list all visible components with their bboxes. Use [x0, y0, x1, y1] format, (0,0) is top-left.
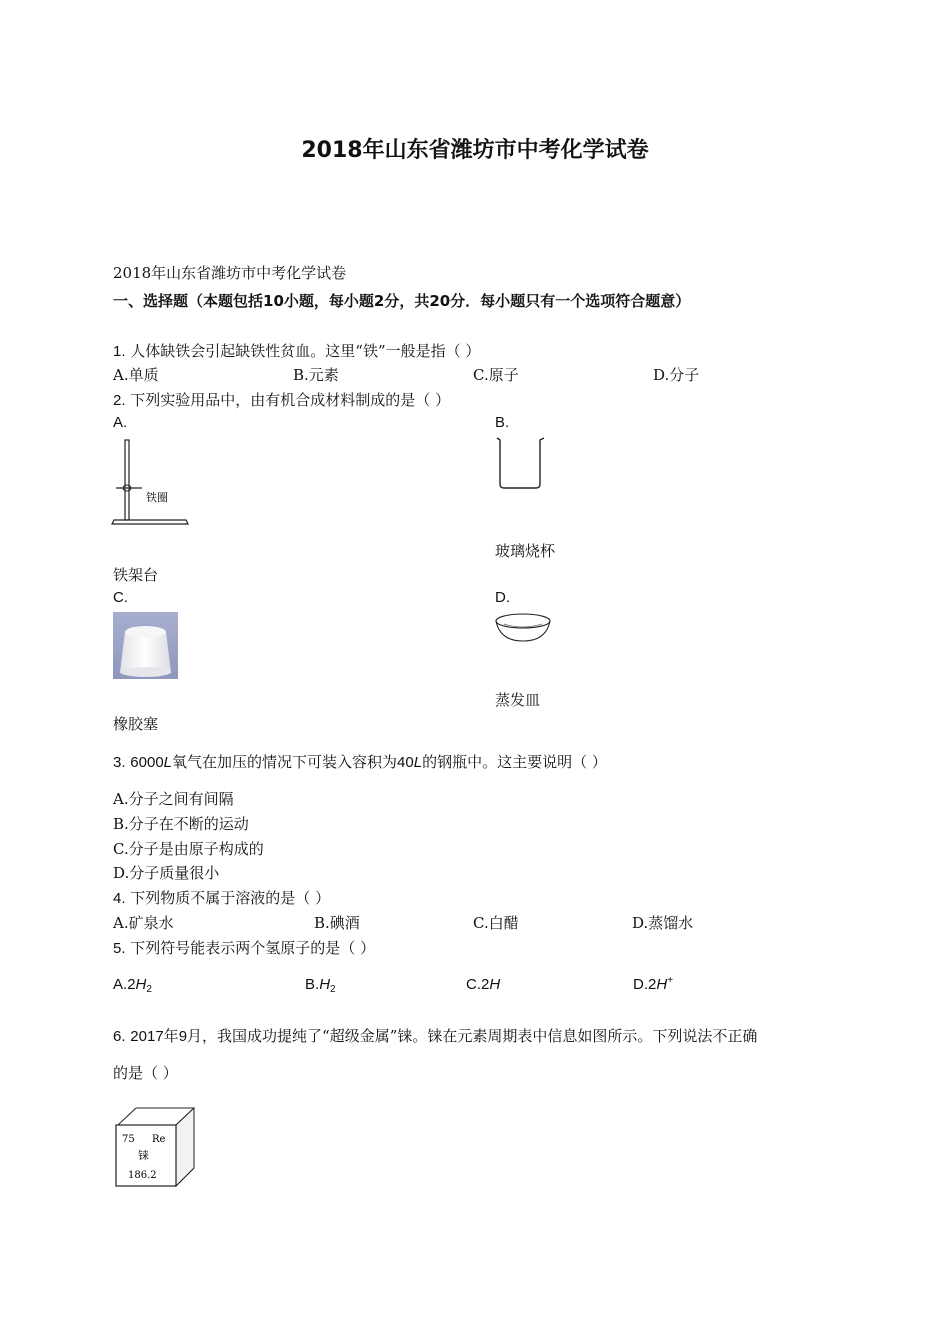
evaporating-dish-image: [494, 610, 554, 646]
q2-option-d-letter[interactable]: D.: [495, 589, 510, 606]
option-letter: C.: [466, 976, 481, 993]
q2-option-c-caption: 橡胶塞: [113, 715, 159, 733]
question-stem-post: 的钢瓶中。这主要说明（ ）: [422, 753, 607, 771]
question-number: 4.: [113, 890, 126, 907]
q5-option-b[interactable]: [305, 975, 336, 995]
q1-option-c[interactable]: C.原子: [473, 366, 519, 384]
question-stem: 下列实验用品中，由有机合成材料制成的是（ ）: [130, 391, 451, 409]
element-symbol: H: [489, 976, 501, 993]
question-stem: 下列物质不属于溶液的是（ ）: [130, 889, 331, 907]
glass-beaker-image: [494, 436, 546, 492]
q4-option-c[interactable]: C.白醋: [473, 914, 519, 932]
question-number: 3.: [113, 754, 126, 771]
question-1: [113, 340, 480, 361]
question-4: [113, 887, 330, 908]
q4-option-d[interactable]: D.蒸馏水: [632, 914, 694, 932]
q3-option-c[interactable]: C.分子是由原子构成的: [113, 840, 264, 858]
question-stem-b: 月，我国成功提纯了“超级金属”铼。铼在元素周期表中信息如图所示。下列说法不正确: [187, 1027, 758, 1045]
element-symbol: H: [319, 976, 331, 993]
atomic-number: 75: [122, 1134, 135, 1145]
option-letter: D.: [633, 976, 648, 993]
q3-option-d[interactable]: D.分子质量很小: [113, 864, 220, 882]
subscript: 2: [330, 984, 336, 995]
q3-option-a[interactable]: A.分子之间有间隔: [113, 790, 234, 808]
question-6-line-2: 的是（ ）: [113, 1064, 178, 1082]
volume-unit-2: L: [413, 754, 423, 771]
q5-option-a[interactable]: [113, 975, 152, 995]
coefficient: 2: [127, 976, 136, 993]
exam-subtitle: 2018年山东省潍坊市中考化学试卷: [113, 264, 347, 282]
option-letter: B.: [305, 976, 320, 993]
year-value: 2017: [130, 1028, 164, 1045]
q1-option-b[interactable]: B.元素: [293, 366, 339, 384]
question-stem: 下列符号能表示两个氢原子的是（ ）: [130, 939, 376, 957]
iron-stand-image: [110, 436, 190, 528]
option-letter: A.: [113, 976, 128, 993]
element-symbol-label: Re: [152, 1134, 166, 1145]
volume-value-1: 6000: [130, 754, 164, 771]
question-3: [113, 751, 607, 772]
atomic-mass: 186.2: [128, 1170, 157, 1181]
q2-option-d-caption: 蒸发皿: [495, 691, 541, 709]
section-heading: 一、选择题（本题包括10小题，每小题2分，共20分．每小题只有一个选项符合题意）: [113, 292, 691, 310]
q2-option-b-caption: 玻璃烧杯: [495, 542, 556, 560]
rubber-stopper-image: [113, 612, 178, 679]
question-stem-a: 年: [163, 1027, 179, 1045]
question-number: 6.: [113, 1028, 126, 1045]
subscript: 2: [146, 984, 152, 995]
element-symbol: H: [656, 976, 668, 993]
question-6: [113, 1025, 757, 1046]
iron-ring-label: 铁圈: [146, 491, 168, 504]
element-card-image: [114, 1108, 198, 1190]
question-number: 1.: [113, 343, 126, 360]
q4-option-b[interactable]: B.碘酒: [314, 914, 360, 932]
page-title: 2018年山东省潍坊市中考化学试卷: [301, 138, 649, 163]
q2-option-c-letter[interactable]: C.: [113, 589, 128, 606]
question-2: [113, 389, 450, 410]
q2-option-b-letter[interactable]: B.: [495, 414, 510, 431]
q2-option-a-caption: 铁架台: [113, 566, 159, 584]
element-symbol: H: [135, 976, 147, 993]
q5-option-d[interactable]: [633, 975, 673, 993]
q3-option-b[interactable]: B.分子在不断的运动: [113, 815, 249, 833]
question-number: 5.: [113, 940, 126, 957]
month-value: 9: [178, 1028, 188, 1045]
q2-option-a-letter[interactable]: A.: [113, 414, 128, 431]
q4-option-a[interactable]: A.矿泉水: [113, 914, 174, 932]
question-number: 2.: [113, 392, 126, 409]
volume-unit-1: L: [163, 754, 173, 771]
superscript: +: [667, 975, 674, 986]
coefficient: 2: [481, 976, 490, 993]
question-stem-mid: 氧气在加压的情况下可装入容积为: [172, 753, 398, 771]
coefficient: 2: [648, 976, 657, 993]
element-name: 铼: [138, 1149, 149, 1162]
q1-option-a[interactable]: A.单质: [113, 366, 159, 384]
q5-option-c[interactable]: [466, 975, 500, 993]
q1-option-d[interactable]: D.分子: [653, 366, 700, 384]
question-5: [113, 937, 375, 958]
question-stem: 人体缺铁会引起缺铁性贫血。这里“铁”一般是指（ ）: [130, 342, 481, 360]
volume-value-2: 40: [397, 754, 414, 771]
